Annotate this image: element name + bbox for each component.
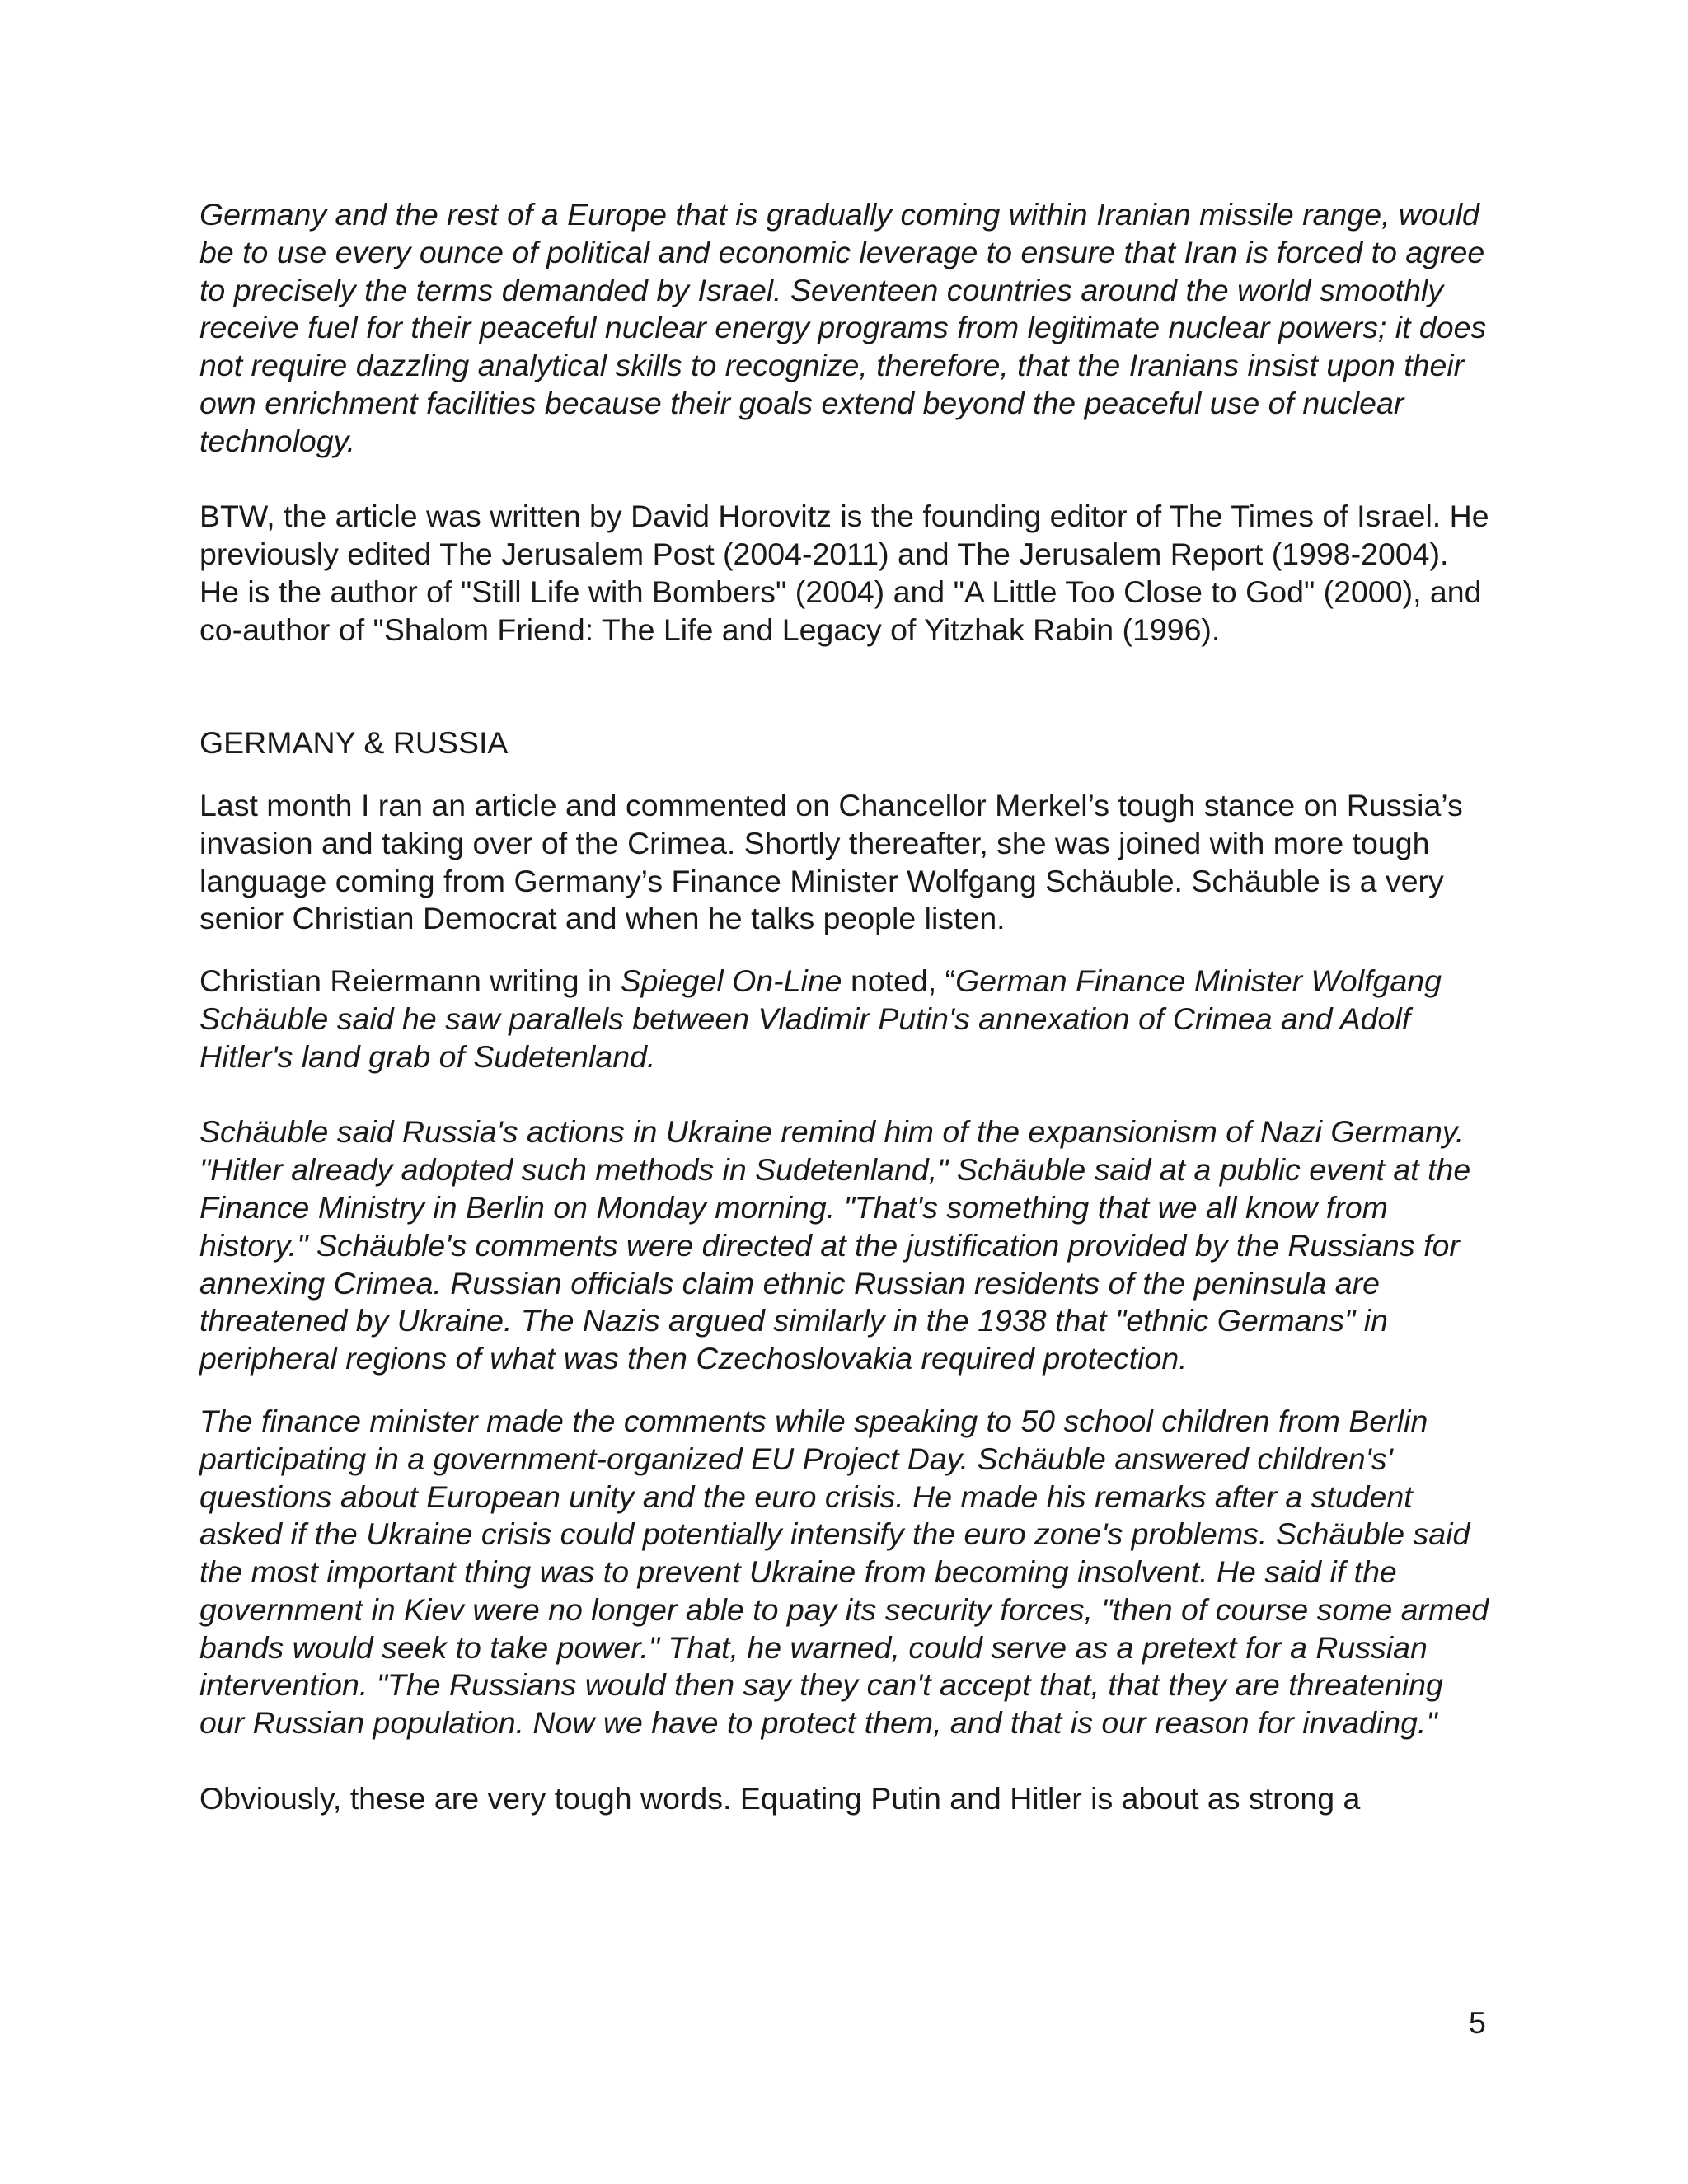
document-body (199, 196, 1493, 1818)
merkel-paragraph: Last month I ran an article and commented on Chancellor Merkel’s tough stance on Russia’s invasion and taking over of the Crimea. Shortly thereafter, she was joined with more tough language coming from Germany’s Finance Minister Wolfgang Schäuble. Schäuble is a very senior Christian Democrat and when he talks people listen. (199, 787, 1463, 936)
section-heading: GERMANY & RUSSIA (199, 725, 509, 761)
spiegel-intro-paragraph (199, 963, 1493, 1076)
closing-paragraph: Obviously, these are very tough words. Equating Putin and Hitler is about as strong a (199, 1780, 1361, 1816)
page-number: 5 (1469, 2005, 1486, 2040)
spiegel-quote: German Finance Minister Wolfgang Schäuble said he saw parallels between Vladimir Putin's annexation of Crimea and Adolf Hitler's land grab of Sudetenland. (199, 963, 1442, 1074)
quoted-paragraph-finance-minister: The finance minister made the comments while speaking to 50 school children from Berlin participating in a government-organized EU Project Day. Schäuble answered children's' questions about European unity and the euro crisis. He made his remarks after a student asked if the Ukraine crisis could potentially intensify the euro zone's problems. Schäuble said the most important thing was to prevent Ukraine from becoming insolvent. He said if the government in Kiev were no longer able to pay its security forces, "then of course some armed bands would seek to take power." That, he warned, could serve as a pretext for a Russian intervention. "The Russians would then say they can't accept that, that they are threatening our Russian population. Now we have to protect them, and that is our reason for invading." (199, 1403, 1489, 1741)
spiegel-source: Spiegel On-Line (620, 963, 842, 999)
author-note-paragraph: BTW, the article was written by David Horovitz is the founding editor of The Times of Israel. He previously edited The Jerusalem Post (2004-2011) and The Jerusalem Report (1998-2004). He is the author of "Still Life with Bombers" (2004) and "A Little Too Close to God" (2000), and co-author of "Shalom Friend: The Life and Legacy of Yitzhak Rabin (1996). (199, 499, 1489, 647)
spiegel-intro-prefix: Christian Reiermann writing in (199, 963, 621, 999)
spiegel-intro-middle: noted, “ (842, 963, 956, 999)
quoted-paragraph-sudetenland: Schäuble said Russia's actions in Ukraine remind him of the expansionism of Nazi Germany. "Hitler already adopted such methods in Sudetenland," Schäuble said at a public event at the Finance Ministry in Berlin on Monday morning. "That's something that we all know from history." Schäuble's comments were directed at the justification provided by the Russians for annexing Crimea. Russian officials claim ethnic Russian residents of the peninsula are threatened by Ukraine. The Nazis argued similarly in the 1938 that "ethnic Germans" in peripheral regions of what was then Czechoslovakia required protection. (199, 1114, 1471, 1376)
quoted-paragraph-iran: Germany and the rest of a Europe that is gradually coming within Iranian missile range, would be to use every ounce of political and economic leverage to ensure that Iran is forced to agree to precisely the terms demanded by Israel. Seventeen countries around the world smoothly receive fuel for their peaceful nuclear energy programs from legitimate nuclear powers; it does not require dazzling analytical skills to recognize, therefore, that the Iranians insist upon their own enrichment facilities because their goals extend beyond the peaceful use of nuclear technology. (199, 197, 1487, 458)
